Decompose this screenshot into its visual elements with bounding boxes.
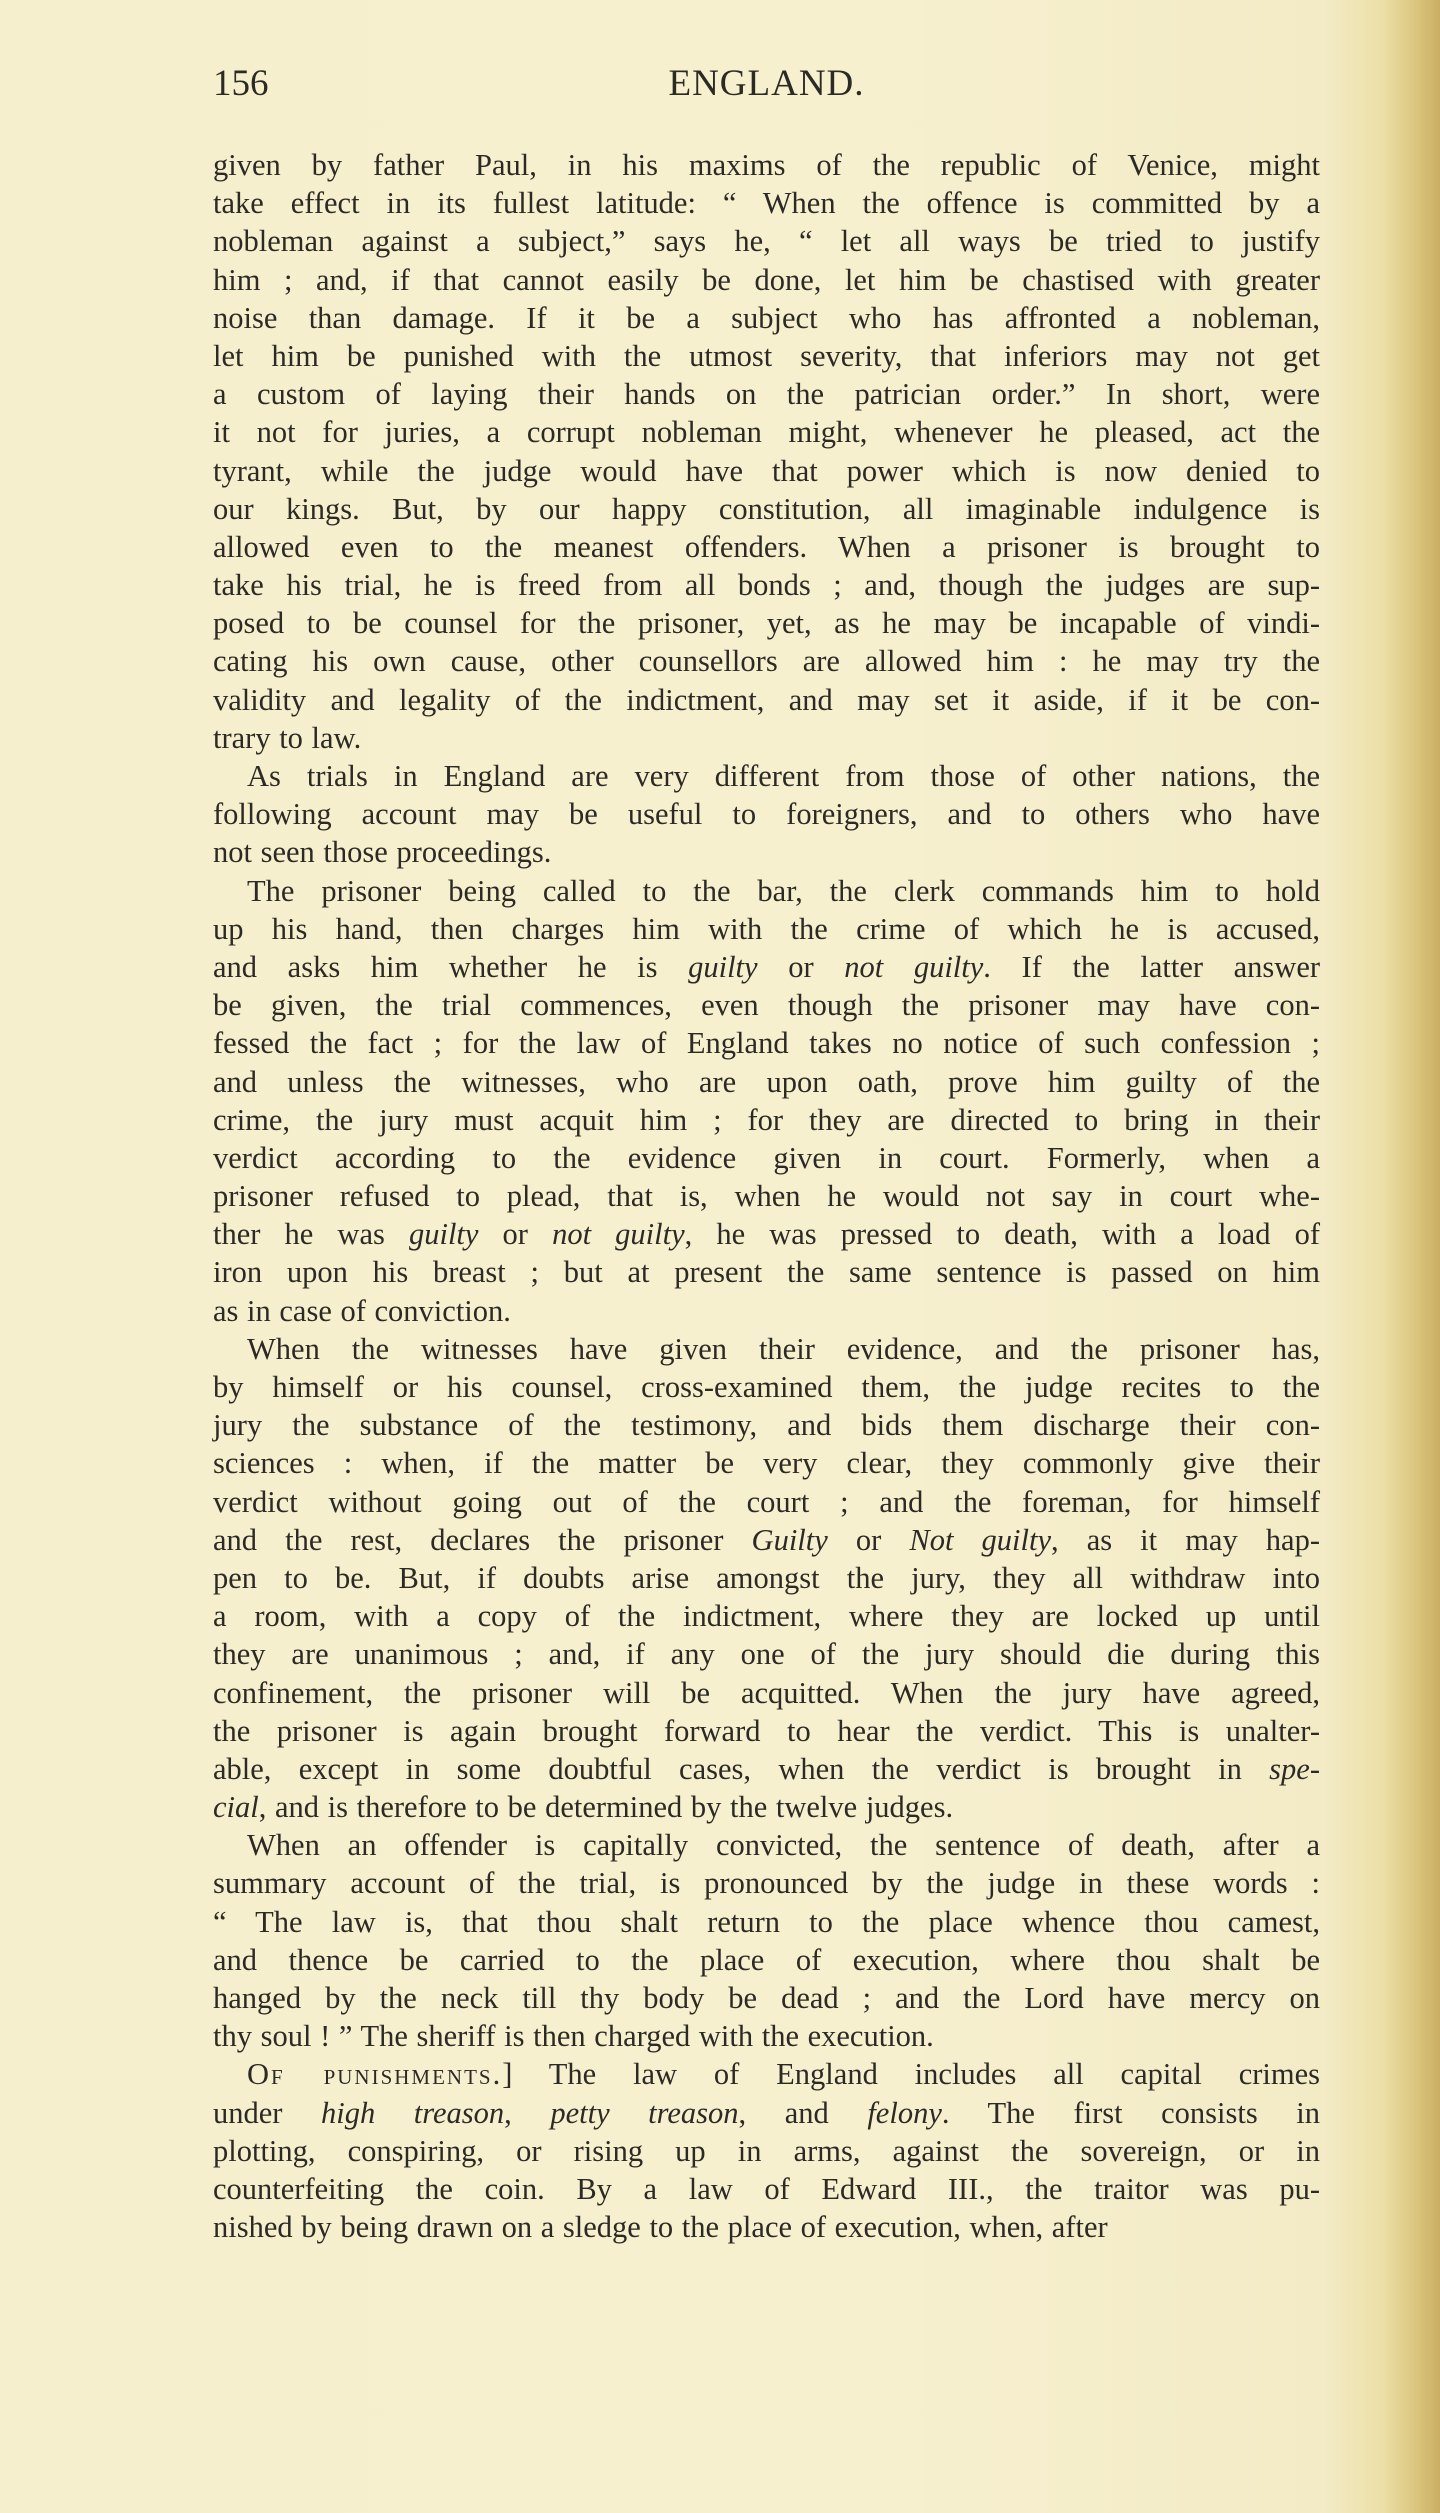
italic-text: petty treason bbox=[550, 2095, 739, 2130]
text-line bbox=[213, 375, 1320, 413]
text-segment: , as it may hap- bbox=[1050, 1522, 1320, 1557]
italic-text: spe- bbox=[1269, 1751, 1320, 1786]
text-segment: following account may be useful to foreigners, and to others who have bbox=[213, 797, 1320, 832]
paragraph bbox=[213, 757, 1320, 872]
text-segment: ] The law of England includes all capital crimes bbox=[502, 2057, 1320, 2092]
paragraph bbox=[213, 1826, 1320, 2055]
text-segment: given by father Paul, in his maxims of the republic of Venice, might bbox=[213, 148, 1320, 182]
text-segment: or bbox=[478, 1217, 553, 1252]
text-line bbox=[213, 910, 1320, 948]
text-segment: our kings. But, by our happy constitution, all imaginable indulgence is bbox=[213, 491, 1320, 526]
text-line bbox=[213, 833, 1320, 871]
running-title: ENGLAND. bbox=[668, 63, 865, 104]
italic-text: Guilty bbox=[751, 1522, 828, 1557]
text-segment: , and bbox=[738, 2095, 868, 2130]
text-segment: noise than damage. If it be a subject who has affronted a nobleman, bbox=[213, 300, 1320, 335]
text-line bbox=[213, 1024, 1320, 1062]
text-line bbox=[213, 948, 1320, 986]
text-segment: and thence be carried to the place of execution, where thou shalt be bbox=[213, 1942, 1320, 1977]
text-segment: or bbox=[827, 1522, 910, 1557]
text-line bbox=[213, 2132, 1320, 2170]
text-segment: hanged by the neck till thy body be dead ; and the Lord have mercy on bbox=[213, 1981, 1320, 2015]
text-line bbox=[213, 1750, 1320, 1788]
text-segment: plotting, conspiring, or rising up in arms, against the sovereign, or in bbox=[213, 2133, 1320, 2168]
text-segment: “ The law is, that thou shalt return to the place whence thou camest, bbox=[213, 1904, 1320, 1939]
text-segment: take effect in its fullest latitude: “ When the offence is committed by a bbox=[213, 186, 1320, 221]
text-segment: cating his own cause, other counsellors are allowed him : he may try the bbox=[213, 644, 1320, 679]
paragraph bbox=[213, 1330, 1320, 1826]
text-segment: sciences : when, if the matter be very clear, they commonly give their bbox=[213, 1446, 1320, 1481]
text-line bbox=[213, 146, 1320, 184]
text-segment: by himself or his counsel, cross-examined them, the judge recites to the bbox=[213, 1370, 1320, 1404]
text-line bbox=[213, 1941, 1320, 1979]
text-line bbox=[213, 1826, 1320, 1864]
text-line bbox=[213, 1521, 1320, 1559]
paragraph bbox=[213, 872, 1320, 1330]
text-segment: , he was pressed to death, with a load of bbox=[684, 1217, 1320, 1252]
paragraph bbox=[213, 146, 1320, 757]
text-line bbox=[213, 222, 1320, 260]
text-segment: , bbox=[504, 2095, 551, 2130]
text-line bbox=[213, 1406, 1320, 1444]
text-line bbox=[213, 795, 1320, 833]
text-line bbox=[213, 2055, 1320, 2093]
text-segment: , and is therefore to be determined by the twelve judges. bbox=[258, 1790, 954, 1825]
text-segment: and asks him whether he is bbox=[213, 949, 689, 984]
italic-text: high treason bbox=[321, 2095, 505, 2130]
text-segment: fessed the fact ; for the law of England takes no notice of such confession ; bbox=[213, 1026, 1320, 1061]
text-line bbox=[213, 757, 1320, 795]
text-line bbox=[213, 1139, 1320, 1177]
text-line bbox=[213, 2094, 1320, 2132]
text-line bbox=[213, 681, 1320, 719]
text-segment: take his trial, he is freed from all bonds ; and, though the judges are sup- bbox=[213, 568, 1320, 603]
text-segment: a room, with a copy of the indictment, where they are locked up until bbox=[213, 1599, 1320, 1634]
text-segment: nobleman against a subject,” says he, “ let all ways be tried to justify bbox=[213, 224, 1320, 259]
text-line bbox=[213, 337, 1320, 375]
text-line bbox=[213, 1483, 1320, 1521]
italic-text: not guilty bbox=[552, 1217, 685, 1252]
text-segment: the prisoner is again brought forward to hear the verdict. This is unalter- bbox=[213, 1713, 1320, 1748]
text-line bbox=[213, 413, 1320, 451]
text-line bbox=[213, 604, 1320, 642]
text-line bbox=[213, 1215, 1320, 1253]
italic-text: guilty bbox=[408, 1217, 479, 1252]
text-line bbox=[213, 1635, 1320, 1673]
text-segment: or bbox=[757, 949, 845, 984]
text-segment: under bbox=[213, 2095, 321, 2130]
text-line bbox=[213, 2017, 1320, 2055]
text-segment: allowed even to the meanest offenders. When a prisoner is brought to bbox=[213, 529, 1320, 564]
text-segment: summary account of the trial, is pronounced by the judge in these words : bbox=[213, 1866, 1320, 1901]
italic-text: not guilty bbox=[844, 949, 984, 984]
text-segment: be given, the trial commences, even though the prisoner may have con- bbox=[213, 988, 1320, 1023]
text-line bbox=[213, 528, 1320, 566]
text-line bbox=[213, 2208, 1320, 2246]
text-line bbox=[213, 642, 1320, 680]
text-segment: . If the latter answer bbox=[983, 949, 1321, 984]
text-segment: As trials in England are very different from those of other nations, the bbox=[247, 759, 1320, 793]
text-segment: up his hand, then charges him with the crime of which he is accused, bbox=[213, 911, 1320, 946]
text-line bbox=[213, 452, 1320, 490]
text-segment: not seen those proceedings. bbox=[213, 835, 552, 870]
text-line bbox=[213, 299, 1320, 337]
text-segment: tyrant, while the judge would have that power which is now denied to bbox=[213, 453, 1320, 488]
italic-text: Not guilty bbox=[909, 1522, 1051, 1557]
text-line bbox=[213, 1177, 1320, 1215]
text-segment: and unless the witnesses, who are upon oath, prove him guilty of the bbox=[213, 1064, 1320, 1099]
italic-text: felony bbox=[867, 2095, 942, 2130]
paragraph bbox=[213, 2055, 1320, 2246]
text-segment: trary to law. bbox=[213, 720, 362, 755]
italic-text: guilty bbox=[688, 949, 758, 984]
text-segment: validity and legality of the indictment, and may set it aside, if it be con- bbox=[213, 682, 1320, 717]
text-line bbox=[213, 1864, 1320, 1902]
body-text bbox=[213, 146, 1320, 2246]
text-line bbox=[213, 1903, 1320, 1941]
text-line bbox=[213, 1292, 1320, 1330]
text-segment: confinement, the prisoner will be acquitted. When the jury have agreed, bbox=[213, 1675, 1320, 1710]
text-line bbox=[213, 1559, 1320, 1597]
italic-text: cial bbox=[213, 1790, 259, 1825]
text-line bbox=[213, 1444, 1320, 1482]
text-line bbox=[213, 1597, 1320, 1635]
text-line bbox=[213, 490, 1320, 528]
text-segment: verdict without going out of the court ; and the foreman, for himself bbox=[213, 1484, 1320, 1519]
text-segment: posed to be counsel for the prisoner, yet, as he may be incapable of vindi- bbox=[213, 606, 1320, 641]
page-number: 156 bbox=[213, 63, 269, 104]
text-line bbox=[213, 1979, 1320, 2017]
text-line bbox=[213, 872, 1320, 910]
text-line bbox=[213, 1674, 1320, 1712]
text-segment: iron upon his breast ; but at present the same sentence is passed on him bbox=[213, 1255, 1320, 1290]
text-segment: him ; and, if that cannot easily be done, let him be chastised with greater bbox=[213, 262, 1320, 297]
text-line bbox=[213, 1712, 1320, 1750]
text-segment: . The first consists in bbox=[941, 2095, 1321, 2130]
text-line bbox=[213, 986, 1320, 1024]
text-line bbox=[213, 1330, 1320, 1368]
text-segment: it not for juries, a corrupt nobleman might, whenever he pleased, act the bbox=[213, 415, 1320, 450]
text-line bbox=[213, 1101, 1320, 1139]
text-line bbox=[213, 566, 1320, 604]
text-segment: nished by being drawn on a sledge to the place of execution, when, after bbox=[213, 2210, 1108, 2245]
text-line bbox=[213, 1788, 1320, 1826]
text-line bbox=[213, 719, 1320, 757]
text-segment: ther he was bbox=[213, 1217, 409, 1252]
text-line bbox=[213, 184, 1320, 222]
page-header bbox=[213, 62, 1320, 112]
text-segment: When an offender is capitally convicted, the sentence of death, after a bbox=[247, 1828, 1320, 1863]
text-segment: and the rest, declares the prisoner bbox=[213, 1522, 752, 1557]
text-line bbox=[213, 2170, 1320, 2208]
text-line bbox=[213, 1368, 1320, 1406]
section-heading: Of punishments. bbox=[247, 2057, 503, 2092]
text-segment: thy soul ! ” The sheriff is then charged with the execution. bbox=[213, 2019, 934, 2054]
text-segment: The prisoner being called to the bar, the clerk commands him to hold bbox=[247, 873, 1320, 908]
text-segment: pen to be. But, if doubts arise amongst the jury, they all withdraw into bbox=[213, 1560, 1320, 1595]
text-segment: let him be punished with the utmost severity, that inferiors may not get bbox=[213, 338, 1320, 373]
text-segment: as in case of conviction. bbox=[213, 1293, 511, 1328]
text-segment: able, except in some doubtful cases, when the verdict is brought in bbox=[213, 1751, 1270, 1786]
text-segment: they are unanimous ; and, if any one of the jury should die during this bbox=[213, 1637, 1320, 1672]
text-segment: When the witnesses have given their evidence, and the prisoner has, bbox=[247, 1331, 1320, 1366]
text-line bbox=[213, 1063, 1320, 1101]
text-segment: crime, the jury must acquit him ; for they are directed to bring in their bbox=[213, 1102, 1320, 1137]
text-segment: jury the substance of the testimony, and bids them discharge their con- bbox=[213, 1408, 1320, 1443]
text-segment: a custom of laying their hands on the patrician order.” In short, were bbox=[213, 377, 1320, 412]
text-line bbox=[213, 1253, 1320, 1291]
text-line bbox=[213, 261, 1320, 299]
text-segment: counterfeiting the coin. By a law of Edward III., the traitor was pu- bbox=[213, 2171, 1320, 2206]
text-segment: verdict according to the evidence given in court. Formerly, when a bbox=[213, 1140, 1320, 1175]
text-segment: prisoner refused to plead, that is, when he would not say in court whe- bbox=[213, 1179, 1320, 1214]
